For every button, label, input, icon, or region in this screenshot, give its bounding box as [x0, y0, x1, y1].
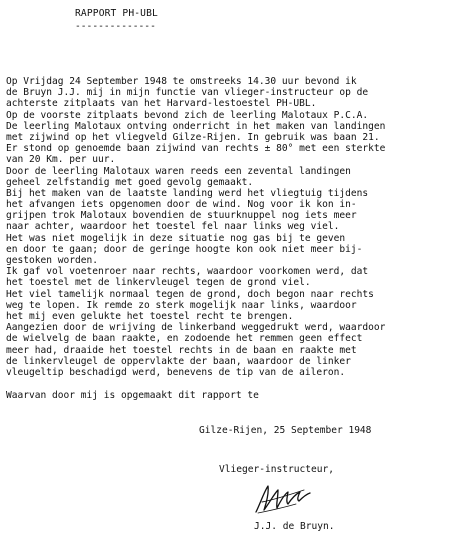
title-underline: --------------: [75, 21, 156, 32]
body-line: geheel zelfstandig met goed gevolg gemaakt.: [6, 176, 254, 188]
body-line: het mij even gelukte het toestel recht te brengen.: [6, 310, 294, 322]
body-line: van 20 Km. per uur.: [6, 154, 116, 166]
body-line: weg te lopen. Ik remde zo sterk mogelijk naar links, waardoor: [6, 299, 357, 311]
body-line: gestoken worden.: [6, 255, 98, 266]
closing-line: Waarvan door mij is opgemaakt dit rapport te: [6, 390, 259, 402]
body-line: Aangezien door de wrijving de linkerband weggedrukt werd, waardoor: [6, 322, 386, 334]
body-line: naar achter, waardoor het toestel fel naar links weg viel.: [6, 221, 340, 233]
handwritten-signature: [252, 482, 312, 516]
body-line: achterste zitplaats van het Harvard-lestoestel PH-UBL.: [6, 98, 317, 110]
body-line: Er stond op genoemde baan zijwind van rechts ± 80° met een sterkte: [6, 143, 386, 155]
body-line: Op Vrijdag 24 September 1948 te omstreeks 14.30 uur bevond ik: [6, 76, 357, 87]
signer-role: Vlieger-instructeur,: [219, 464, 334, 475]
report-title: RAPPORT PH-UBL: [75, 8, 158, 19]
body-line: het toestel met de linkervleugel tegen de grond viel.: [6, 277, 311, 289]
body-line: de Bruyn J.J. mij in mijn functie van vlieger-instructeur op de: [6, 87, 369, 99]
signer-name: J.J. de Bruyn.: [254, 521, 335, 532]
body-line: meer had, draaide het toestel rechts in de baan en raakte met: [6, 344, 357, 356]
body-line: Het viel tamelijk normaal tegen de grond, doch begon naar rechts: [6, 288, 374, 300]
report-body: [6, 76, 452, 401]
body-line: Bij het maken van de laatste landing werd het vliegtuig tijdens: [6, 187, 369, 199]
body-line: de linkervleugel de oppervlakte der baan, waardoor de linker: [6, 355, 351, 367]
body-line: Ik gaf vol voetenroer naar rechts, waardoor voorkomen werd, dat: [6, 266, 369, 278]
body-line: Het was niet mogelijk in deze situatie nog gas bij te geven: [6, 232, 346, 244]
paragraph-gap: [6, 378, 452, 390]
body-line: grijpen trok Malotaux bovendien de stuurknuppel nog iets meer: [6, 210, 357, 222]
place-date: Gilze-Rijen, 25 September 1948: [199, 425, 372, 436]
body-line: en door te gaan; door de geringe hoogte kon ook niet meer bij-: [6, 243, 363, 255]
body-line: de wielvelg de baan raakte, en zodoende het remmen geen effect: [6, 333, 363, 345]
body-line: De leerling Malotaux ontving onderricht in het maken van landingen: [6, 120, 386, 132]
body-line: met zijwind op het vliegveld Gilze-Rijen. In gebruik was baan 21.: [6, 131, 380, 143]
body-line: Op de voorste zitplaats bevond zich de leerling Malotaux P.C.A.: [6, 109, 369, 121]
body-line: Door de leerling Malotaux waren reeds een zevental landingen: [6, 165, 351, 177]
body-line: het afvangen iets opgenomen door de wind. Nog voor ik kon in-: [6, 199, 357, 211]
body-line: vleugeltip beschadigd werd, benevens de tip van de aileron.: [6, 366, 346, 378]
